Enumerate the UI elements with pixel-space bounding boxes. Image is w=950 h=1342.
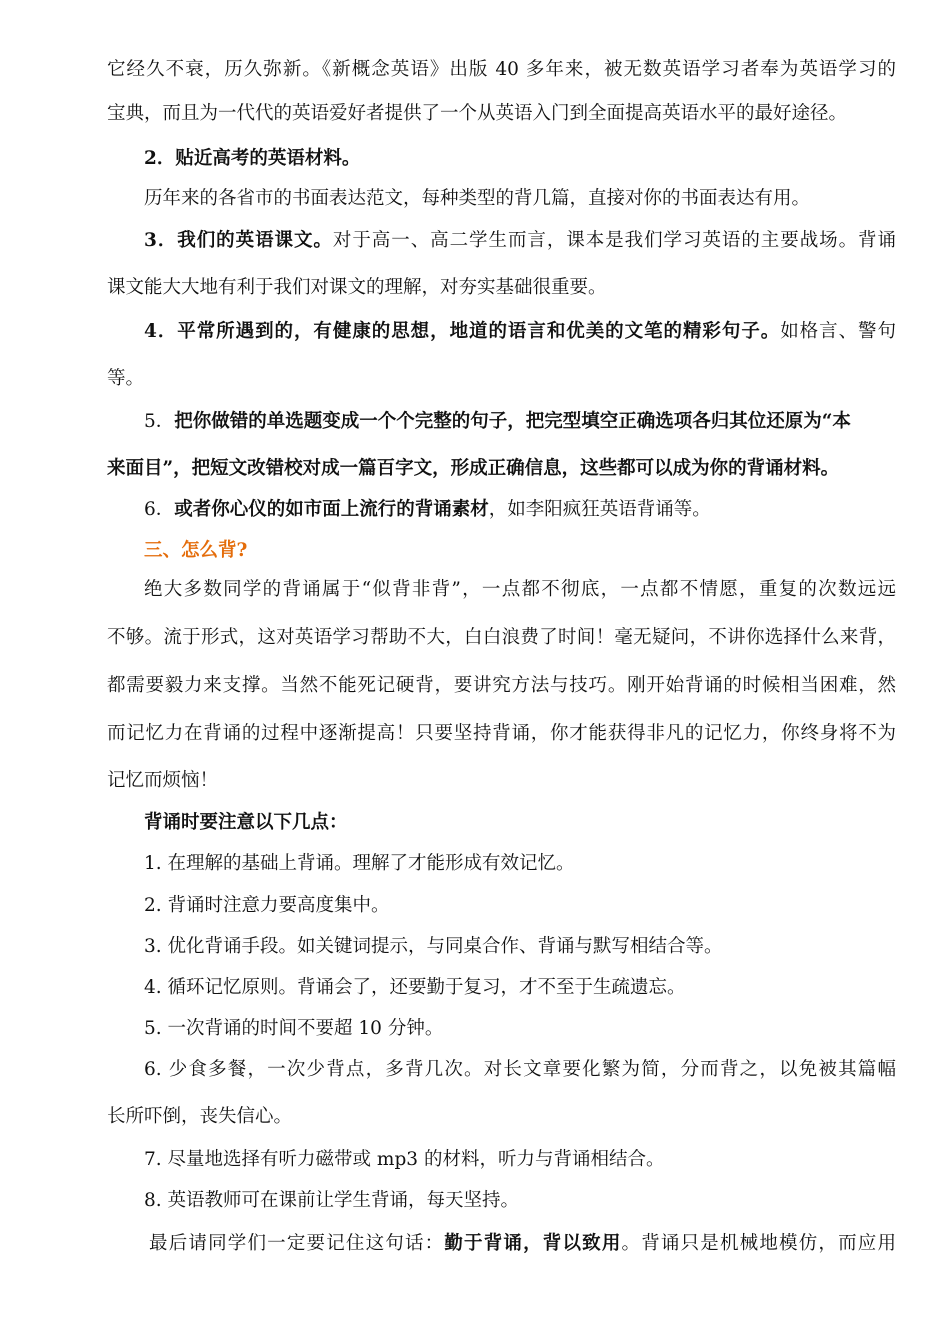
item-4-text: 如格言、警句 (780, 321, 896, 342)
item-3-heading: 3．我们的英语课文。 (144, 230, 333, 251)
tip-item-2: 2. 背诵时注意力要高度集中。 (144, 895, 390, 916)
item-3-text: 对于高一、高二学生而言，课本是我们学习英语的主要战场。背诵 (332, 230, 897, 251)
item-6-number: 6． (144, 499, 175, 520)
intro-line-1: 它经久不衰，历久弥新。《新概念英语》出版 40 多年来，被无数英语学习者奉为英语学习的 (107, 59, 896, 80)
item-5-number: 5． (144, 411, 175, 432)
item-5-line-1 (144, 410, 851, 434)
item-4-line-2: 等。 (107, 368, 145, 389)
intro-line-2: 宝典，而且为一代代的英语爱好者提供了一个从英语入门到全面提高英语水平的最好途径。 (107, 103, 848, 124)
tip-item-7: 7. 尽量地选择有听力磁带或 mp3 的材料，听力与背诵相结合。 (144, 1149, 665, 1170)
closing-line (149, 1232, 896, 1256)
item-2-heading: 2．贴近高考的英语材料。 (144, 148, 361, 169)
closing-pre: 最后请同学们一定要记住这句话： (149, 1233, 445, 1254)
closing-post: 。背诵只是机械地模仿，而应用 (621, 1233, 896, 1254)
section-3-line-3: 都需要毅力来支撑。当然不能死记硬背，要讲究方法与技巧。刚开始背诵的时候相当困难，然 (107, 675, 896, 696)
item-6-line (144, 498, 711, 522)
tip-item-6: 6. 少食多餐，一次少背点，多背几次。对长文章要化繁为简，分而背之，以免被其篇幅 (144, 1059, 896, 1080)
section-3-line-1: 绝大多数同学的背诵属于“似背非背”，一点都不彻底，一点都不情愿，重复的次数远远 (144, 579, 896, 600)
item-6-heading: 或者你心仪的如市面上流行的背诵素材 (174, 499, 489, 520)
item-4-heading: 4．平常所遇到的，有健康的思想，地道的语言和优美的文笔的精彩句子。 (144, 321, 781, 342)
section-3-line-4: 而记忆力在背诵的过程中逐渐提高！只要坚持背诵，你才能获得非凡的记忆力，你终身将不为 (107, 723, 896, 744)
tip-item-5: 5. 一次背诵的时间不要超 10 分钟。 (144, 1018, 444, 1039)
tip-item-6-cont: 长所吓倒，丧失信心。 (107, 1106, 293, 1127)
tip-item-8: 8. 英语教师可在课前让学生背诵，每天坚持。 (144, 1190, 520, 1211)
item-2-text: 历年来的各省市的书面表达范文，每种类型的背几篇，直接对你的书面表达有用。 (144, 188, 811, 209)
item-3-line-2: 课文能大大地有利于我们对课文的理解，对夯实基础很重要。 (107, 277, 607, 298)
section-3-line-5: 记忆而烦恼！ (107, 770, 219, 791)
item-5-text: 把你做错的单选题变成一个个完整的句子，把完型填空正确选项各归其位还原为“本 (174, 411, 851, 432)
item-5-line-2: 来面目”，把短文改错校对成一篇百字文，形成正确信息，这些都可以成为你的背诵材料。 (107, 458, 840, 479)
item-6-text: ，如李阳疯狂英语背诵等。 (488, 499, 711, 520)
item-3-line-1 (144, 229, 896, 253)
closing-motto: 勤于背诵，背以致用 (444, 1233, 622, 1254)
tips-heading: 背诵时要注意以下几点： (144, 812, 348, 833)
tip-item-4: 4. 循环记忆原则。背诵会了，还要勤于复习，才不至于生疏遗忘。 (144, 977, 686, 998)
item-4-line-1 (144, 320, 896, 344)
tip-item-3: 3. 优化背诵手段。如关键词提示，与同桌合作、背诵与默写相结合等。 (144, 936, 723, 957)
section-3-line-2: 不够。流于形式，这对英语学习帮助不大，白白浪费了时间！毫无疑问，不讲你选择什么来背， (107, 627, 896, 648)
tip-item-1: 1. 在理解的基础上背诵。理解了才能形成有效记忆。 (144, 853, 575, 874)
section-3-heading: 三、怎么背? (144, 540, 248, 561)
